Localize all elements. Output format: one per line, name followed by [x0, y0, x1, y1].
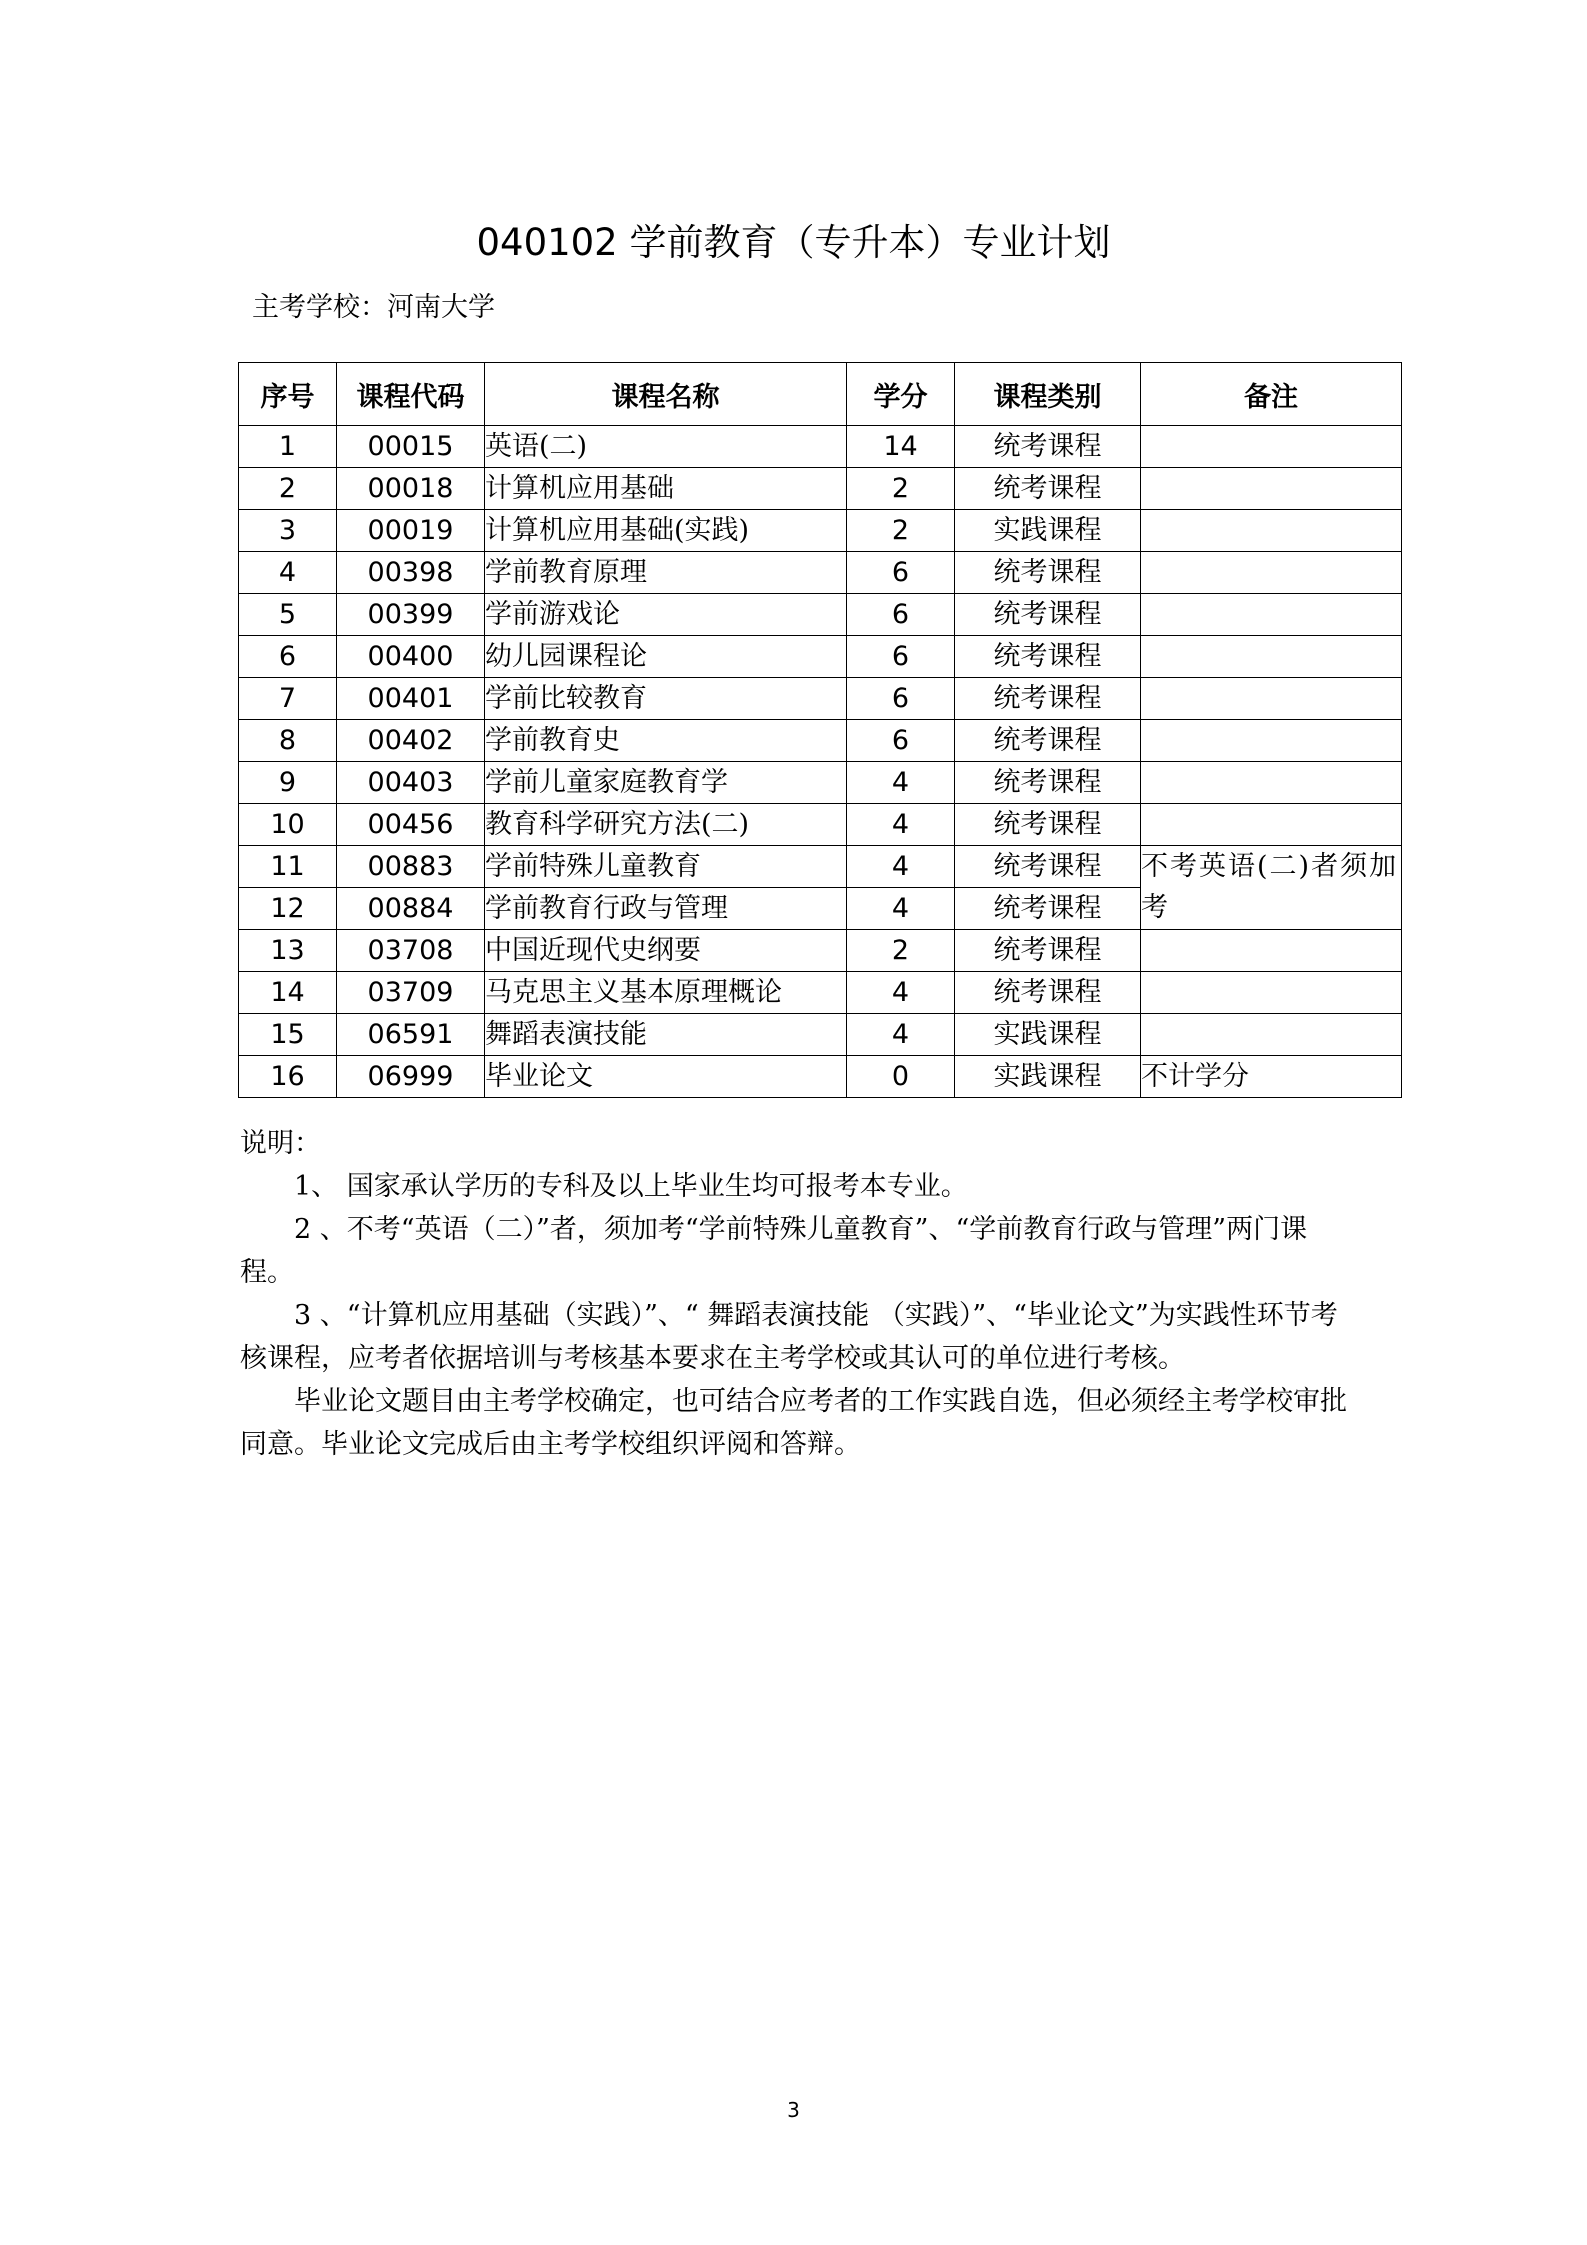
- cell-credit: 2: [847, 468, 955, 510]
- cell-credit: 6: [847, 594, 955, 636]
- cell-code: 06591: [337, 1014, 485, 1056]
- cell-credit: 14: [847, 426, 955, 468]
- cell-code: 00019: [337, 510, 485, 552]
- cell-credit: 6: [847, 720, 955, 762]
- table-row: [239, 510, 1402, 552]
- cell-type: 统考课程: [955, 552, 1141, 594]
- cell-no: 15: [239, 1014, 337, 1056]
- header-credit: 学分: [847, 363, 955, 426]
- cell-remark: [1141, 1014, 1402, 1056]
- cell-remark: [1141, 804, 1402, 846]
- cell-code: 00401: [337, 678, 485, 720]
- header-no: 序号: [239, 363, 337, 426]
- cell-credit: 4: [847, 762, 955, 804]
- cell-no: 3: [239, 510, 337, 552]
- cell-no: 7: [239, 678, 337, 720]
- cell-name: 学前教育原理: [485, 552, 847, 594]
- note-item: 2 、不考“英语（二）”者，须加考“学前特殊儿童教育”、“学前教育行政与管理”两门课程。: [240, 1214, 1308, 1288]
- cell-name: 教育科学研究方法(二): [485, 804, 847, 846]
- table-row: [239, 594, 1402, 636]
- notes-heading: 说明：: [240, 1128, 321, 1159]
- cell-code: 00398: [337, 552, 485, 594]
- cell-no: 1: [239, 426, 337, 468]
- cell-type: 统考课程: [955, 846, 1141, 888]
- cell-type: 统考课程: [955, 762, 1141, 804]
- cell-no: 11: [239, 846, 337, 888]
- cell-credit: 4: [847, 846, 955, 888]
- cell-no: 12: [239, 888, 337, 930]
- cell-remark: [1141, 510, 1402, 552]
- cell-name: 计算机应用基础(实践): [485, 510, 847, 552]
- cell-name: 学前特殊儿童教育: [485, 846, 847, 888]
- table-row: [239, 468, 1402, 510]
- table-row: [239, 636, 1402, 678]
- cell-credit: 4: [847, 972, 955, 1014]
- cell-code: 00402: [337, 720, 485, 762]
- cell-code: 00400: [337, 636, 485, 678]
- cell-credit: 6: [847, 636, 955, 678]
- cell-name: 学前儿童家庭教育学: [485, 762, 847, 804]
- cell-no: 8: [239, 720, 337, 762]
- cell-remark: [1141, 594, 1402, 636]
- cell-name: 学前游戏论: [485, 594, 847, 636]
- cell-credit: 4: [847, 1014, 955, 1056]
- table-row: [239, 720, 1402, 762]
- cell-credit: 6: [847, 552, 955, 594]
- cell-credit: 0: [847, 1056, 955, 1098]
- cell-name: 英语(二): [485, 426, 847, 468]
- cell-name: 幼儿园课程论: [485, 636, 847, 678]
- cell-name: 学前比较教育: [485, 678, 847, 720]
- cell-name: 计算机应用基础: [485, 468, 847, 510]
- cell-type: 统考课程: [955, 636, 1141, 678]
- school-label: 主考学校：河南大学: [252, 292, 495, 323]
- table-row: [239, 552, 1402, 594]
- cell-type: 统考课程: [955, 720, 1141, 762]
- cell-remark: [1141, 930, 1402, 972]
- cell-type: 统考课程: [955, 678, 1141, 720]
- cell-credit: 2: [847, 930, 955, 972]
- table-row: [239, 804, 1402, 846]
- cell-type: 统考课程: [955, 888, 1141, 930]
- note-item: 1、 国家承认学历的专科及以上毕业生均可报考本专业。: [294, 1171, 968, 1202]
- cell-no: 2: [239, 468, 337, 510]
- table-row: [239, 846, 1402, 888]
- cell-name: 中国近现代史纲要: [485, 930, 847, 972]
- cell-no: 5: [239, 594, 337, 636]
- cell-no: 10: [239, 804, 337, 846]
- cell-credit: 4: [847, 804, 955, 846]
- cell-code: 03709: [337, 972, 485, 1014]
- cell-remark-merged: 不考英语(二)者须加考: [1141, 846, 1402, 930]
- cell-name: 毕业论文: [485, 1056, 847, 1098]
- cell-type: 统考课程: [955, 594, 1141, 636]
- cell-type: 统考课程: [955, 930, 1141, 972]
- cell-remark: [1141, 720, 1402, 762]
- cell-remark: [1141, 636, 1402, 678]
- cell-name: 舞蹈表演技能: [485, 1014, 847, 1056]
- cell-type: 实践课程: [955, 510, 1141, 552]
- cell-name: 学前教育行政与管理: [485, 888, 847, 930]
- cell-remark: [1141, 678, 1402, 720]
- cell-remark: [1141, 552, 1402, 594]
- cell-type: 实践课程: [955, 1056, 1141, 1098]
- page-number: 3: [787, 2098, 800, 2122]
- cell-code: 00399: [337, 594, 485, 636]
- cell-no: 6: [239, 636, 337, 678]
- cell-remark: [1141, 426, 1402, 468]
- cell-remark: [1141, 972, 1402, 1014]
- cell-credit: 4: [847, 888, 955, 930]
- cell-no: 16: [239, 1056, 337, 1098]
- table-row: [239, 1014, 1402, 1056]
- header-remark: 备注: [1141, 363, 1402, 426]
- cell-remark: [1141, 762, 1402, 804]
- note-item: 毕业论文题目由主考学校确定，也可结合应考者的工作实践自选，但必须经主考学校审批同意。毕业论文完成后由主考学校组织评阅和答辩。: [240, 1386, 1347, 1460]
- course-plan-table: [238, 362, 1402, 1098]
- cell-code: 03708: [337, 930, 485, 972]
- cell-code: 00884: [337, 888, 485, 930]
- table-row: [239, 1056, 1402, 1098]
- cell-credit: 2: [847, 510, 955, 552]
- cell-no: 9: [239, 762, 337, 804]
- cell-code: 00015: [337, 426, 485, 468]
- cell-code: 00456: [337, 804, 485, 846]
- cell-remark: [1141, 468, 1402, 510]
- header-code: 课程代码: [337, 363, 485, 426]
- note-item: 3 、“计算机应用基础（实践）”、“ 舞蹈表演技能 （实践）”、“毕业论文”为实践性环节考核课程，应考者依据培训与考核基本要求在主考学校或其认可的单位进行考核。: [240, 1300, 1338, 1374]
- table-row: [239, 762, 1402, 804]
- table-row: [239, 930, 1402, 972]
- table-header-row: [239, 363, 1402, 426]
- table-row: [239, 972, 1402, 1014]
- cell-code: 00403: [337, 762, 485, 804]
- cell-no: 4: [239, 552, 337, 594]
- header-type: 课程类别: [955, 363, 1141, 426]
- cell-code: 00018: [337, 468, 485, 510]
- cell-no: 14: [239, 972, 337, 1014]
- cell-remark: 不计学分: [1141, 1056, 1402, 1098]
- cell-type: 统考课程: [955, 972, 1141, 1014]
- cell-code: 00883: [337, 846, 485, 888]
- cell-no: 13: [239, 930, 337, 972]
- page-title: 040102 学前教育（专升本）专业计划: [476, 221, 1111, 264]
- cell-code: 06999: [337, 1056, 485, 1098]
- cell-type: 统考课程: [955, 426, 1141, 468]
- cell-type: 统考课程: [955, 468, 1141, 510]
- table-row: [239, 426, 1402, 468]
- cell-type: 实践课程: [955, 1014, 1141, 1056]
- cell-name: 学前教育史: [485, 720, 847, 762]
- cell-type: 统考课程: [955, 804, 1141, 846]
- cell-name: 马克思主义基本原理概论: [485, 972, 847, 1014]
- table-row: [239, 678, 1402, 720]
- header-name: 课程名称: [485, 363, 847, 426]
- cell-credit: 6: [847, 678, 955, 720]
- notes-section: [240, 1122, 1352, 1466]
